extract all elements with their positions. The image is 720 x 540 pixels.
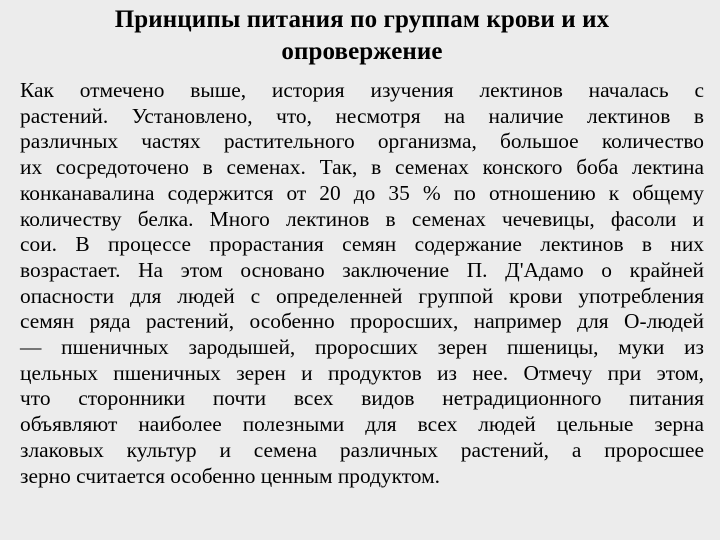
- slide-title: [20, 4, 704, 68]
- body-text-line: конканавалина содержится от 20 до 35 % по отношению к общему: [20, 180, 704, 205]
- body-text-line: цельных пшеничных зерен и продуктов из нее. Отмечу при этом,: [20, 360, 704, 385]
- slide-title-line: Принципы питания по группам крови и их: [114, 6, 610, 33]
- body-text-line: растений. Установлено, что, несмотря на наличие лектинов в: [20, 103, 704, 128]
- body-text-line: зерно считается особенно ценным продуктом.: [20, 463, 440, 488]
- body-text-line: семян ряда растений, особенно проросших, например для О-людей: [20, 309, 704, 334]
- body-text-line: возрастает. На этом основано заключение П. Д'Адамо о крайней: [20, 257, 704, 282]
- body-text-line: Как отмечено выше, история изучения лектинов началась с: [20, 78, 704, 102]
- body-text-line: количеству белка. Много лектинов в семенах чечевицы, фасоли и: [20, 206, 704, 231]
- body-text-line: — пшеничных зародышей, проросших зерен пшеницы, муки из: [20, 335, 704, 360]
- slide-title-line: опровержение: [281, 38, 443, 65]
- body-text-line: опасности для людей с определенней группой крови употребления: [20, 283, 704, 308]
- body-text-line: сои. В процессе прорастания семян содержание лектинов в них: [20, 232, 704, 257]
- body-text-line: злаковых культур и семена различных растений, а проросшее: [20, 437, 704, 462]
- slide-body-text: [20, 78, 704, 489]
- body-text-line: объявляют наиболее полезными для всех людей цельные зерна: [20, 412, 704, 437]
- body-text-line: различных частях растительного организма, большое количество: [20, 129, 704, 154]
- body-text-line: их сосредоточено в семенах. Так, в семенах конского боба лектина: [20, 155, 704, 180]
- body-text-line: что сторонники почти всех видов нетрадиционного питания: [20, 386, 704, 411]
